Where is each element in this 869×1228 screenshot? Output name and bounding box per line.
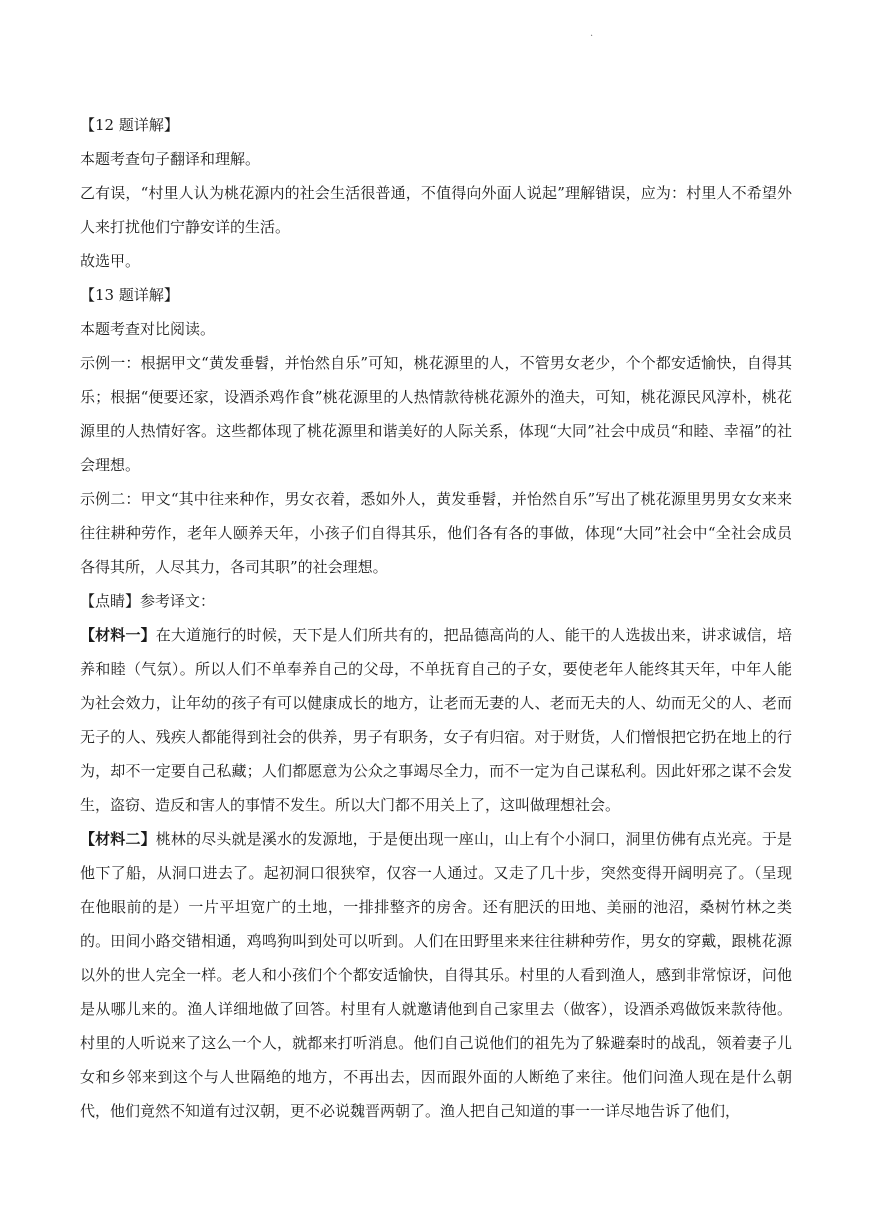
document-body bbox=[80, 108, 792, 1128]
paragraph: 故选甲。 bbox=[80, 252, 141, 270]
paragraph-material-1: 【材料一】在大道施行的时候，天下是人们所共有的，把品德高尚的人、能干的人选拔出来，讲求诚信，培养和睦（气氛）。所以人们不单奉养自己的父母，不单抚育自己的子女，要使老年人能终其天年，中年人能为社会效力，让年幼的孩子有可以健康成长的地方，让老而无妻的人、老而无夫的人、幼而无父的人、老而无子的人、残疾人都能得到社会的供养，男子有职务，女子有归宿。对于财货，人们憎恨把它扔在地上的行为，却不一定要自己私藏；人们都愿意为公众之事竭尽全力，而不一定为自己谋私利。因此奸邪之谋不会发生，盗窃、造反和害人的事情不发生。所以大门都不用关上了，这叫做理想社会。 bbox=[80, 626, 792, 814]
heading-q12: 【12 题详解】 bbox=[80, 116, 179, 134]
header-dot: . bbox=[590, 28, 594, 39]
paragraph: 本题考查句子翻译和理解。 bbox=[80, 150, 261, 168]
paragraph: 乙有误，“村里人认为桃花源内的社会生活很普通，不值得向外面人说起”理解错误，应为：村里人不希望外人来打扰他们宁静安详的生活。 bbox=[80, 184, 792, 236]
heading-q13: 【13 题详解】 bbox=[80, 286, 179, 304]
paragraph: 本题考查对比阅读。 bbox=[80, 320, 216, 338]
material-2-label: 【材料二】 bbox=[80, 830, 156, 848]
paragraph-example-2: 示例二：甲文“其中往来种作，男女衣着，悉如外人，黄发垂髫，并怡然自乐”写出了桃花源里男男女女来来往往耕种劳作，老年人颐养天年，小孩子们自得其乐，他们各有各的事做，体现“大同”社会中“全社会成员各得其所，人尽其力，各司其职”的社会理想。 bbox=[80, 490, 792, 576]
paragraph-material-2: 【材料二】桃林的尽头就是溪水的发源地，于是便出现一座山，山上有个小洞口，洞里仿佛有点光亮。于是他下了船，从洞口进去了。起初洞口很狭窄，仅容一人通过。又走了几十步，突然变得开阔明亮了。（呈现在他眼前的是）一片平坦宽广的土地，一排排整齐的房舍。还有肥沃的田地、美丽的池沼，桑树竹林之类的。田间小路交错相通，鸡鸣狗叫到处可以听到。人们在田野里来来往往耕种劳作，男女的穿戴，跟桃花源以外的世人完全一样。老人和小孩们个个都安适愉快，自得其乐。村里的人看到渔人，感到非常惊讶，问他是从哪儿来的。渔人详细地做了回答。村里有人就邀请他到自己家里去（做客），设酒杀鸡做饭来款待他。村里的人听说来了这么一个人，就都来打听消息。他们自己说他们的祖先为了躲避秦时的战乱，领着妻子儿女和乡邻来到这个与人世隔绝的地方，不再出去，因而跟外面的人断绝了来往。他们问渔人现在是什么朝代，他们竟然不知道有过汉朝，更不必说魏晋两朝了。渔人把自己知道的事一一详尽地告诉了他们， bbox=[80, 830, 792, 1120]
paragraph-example-1: 示例一：根据甲文“黄发垂髫，并怡然自乐”可知，桃花源里的人，不管男女老少，个个都安适愉快，自得其乐；根据“便要还家，设酒杀鸡作食”桃花源里的人热情款待桃花源外的渔夫，可知，桃花源民风淳朴，桃花源里的人热情好客。这些都体现了桃花源里和谐美好的人际关系，体现“大同”社会中成员“和睦、幸福”的社会理想。 bbox=[80, 354, 792, 474]
heading-reference-translation: 【点睛】参考译文： bbox=[80, 592, 216, 610]
material-1-label: 【材料一】 bbox=[80, 626, 156, 644]
